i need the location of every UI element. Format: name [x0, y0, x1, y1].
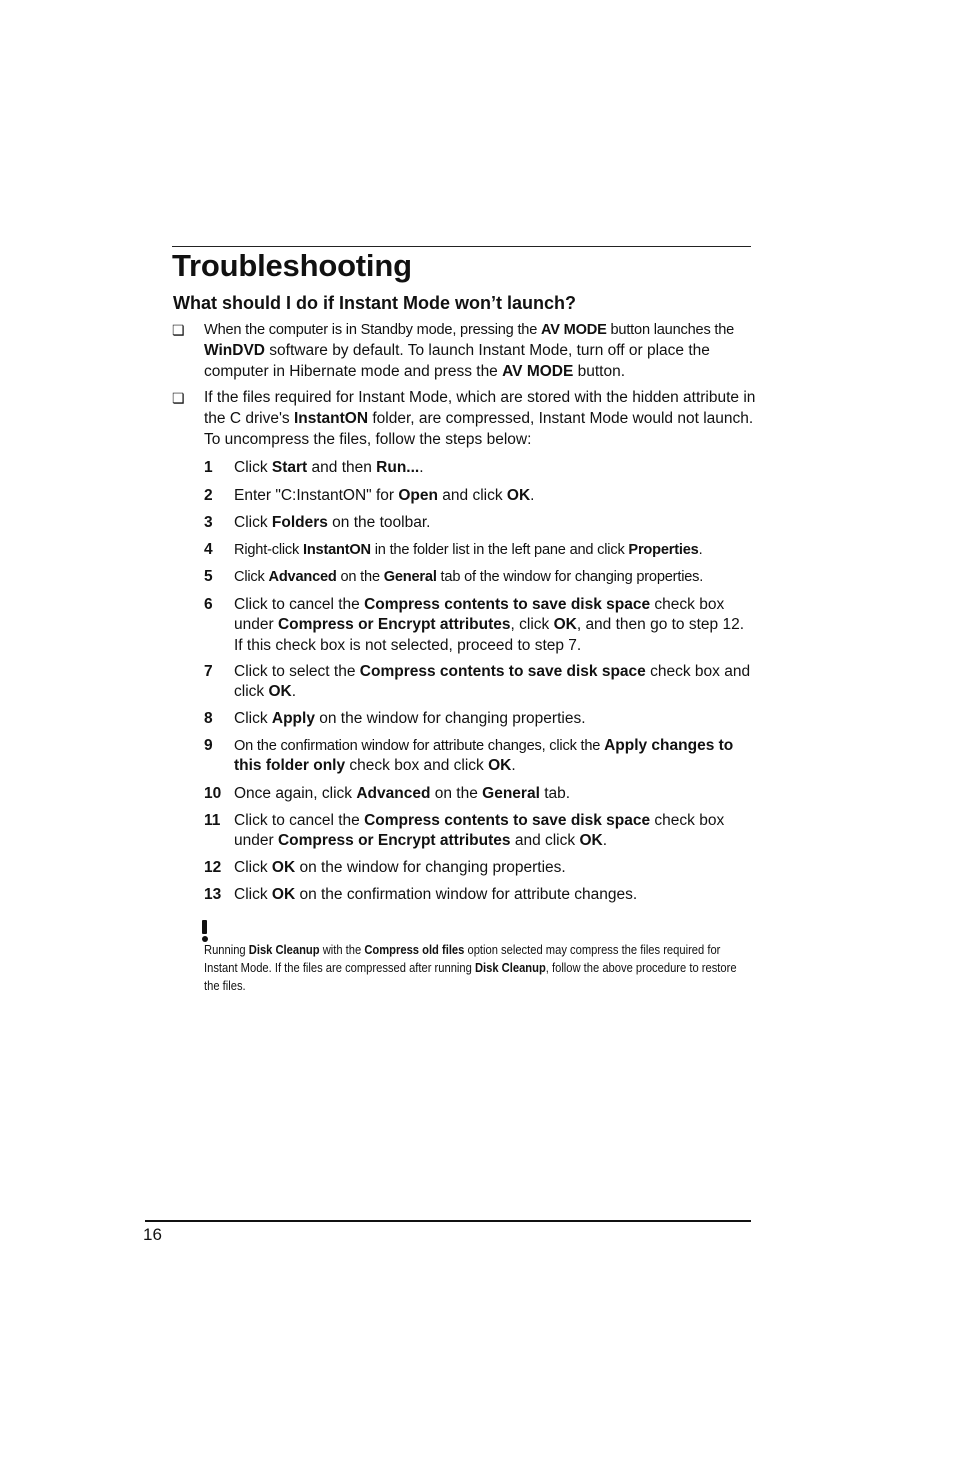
step-item [204, 784, 756, 804]
step-number: 9 [204, 737, 213, 754]
page-title: Troubleshooting [172, 248, 412, 283]
bullet-paragraph: If the files required for Instant Mode, which are stored with the hidden attribute in the C drive's InstantON folder, are compressed, Instant Mode would not launch. To uncompress the files, follow the steps below: [204, 389, 756, 448]
bullet-paragraph: When the computer is in Standby mode, pressing the AV MODE button launches the WinDVD software by default. To launch Instant Mode, turn off or place the computer in Hibernate mode and press the AV MODE button. [204, 322, 735, 380]
step-text: Enter "C:InstantON" for Open and click OK. [234, 487, 535, 504]
step-item [204, 858, 756, 878]
step-number: 8 [204, 710, 213, 727]
step-text: Click to cancel the Compress contents to save disk space check box under Compress or Encrypt attributes, click OK, and then go to step 12. If this check box is not selected, proceed to step 7. [234, 596, 745, 654]
step-item [204, 540, 756, 560]
caution-note: Running Disk Cleanup with the Compress old files option selected may compress the files required for Instant Mode. If the files are compressed after running Disk Cleanup, follow the above procedure to restore the files. [204, 942, 737, 993]
step-item [204, 736, 756, 777]
page-number: 16 [143, 1225, 162, 1244]
step-item [204, 513, 756, 533]
step-item [204, 486, 756, 506]
top-rule [172, 246, 751, 247]
section-heading: What should I do if Instant Mode won’t launch? [173, 293, 576, 313]
step-text: Click OK on the confirmation window for attribute changes. [234, 886, 638, 903]
step-number: 3 [204, 514, 213, 531]
step-item [204, 811, 756, 852]
footer-rule [145, 1220, 751, 1222]
step-number: 4 [204, 541, 213, 558]
step-text: Click to cancel the Compress contents to save disk space check box under Compress or Encrypt attributes and click OK. [234, 812, 725, 850]
step-number: 1 [204, 459, 213, 476]
step-number: 7 [204, 663, 213, 680]
step-number: 6 [204, 596, 213, 613]
step-number: 10 [204, 785, 222, 802]
step-number: 2 [204, 487, 213, 504]
step-text: Click Start and then Run.... [234, 459, 424, 476]
step-text: Right-click InstantON in the folder list in the left pane and click Properties. [234, 542, 703, 558]
step-text: Once again, click Advanced on the General tab. [234, 785, 571, 802]
step-text: Click to select the Compress contents to save disk space check box and click OK. [234, 663, 751, 701]
step-item [204, 595, 756, 656]
step-number: 12 [204, 859, 222, 876]
step-text: Click Apply on the window for changing properties. [234, 710, 586, 727]
step-number: 13 [204, 886, 222, 903]
step-text: Click Folders on the toolbar. [234, 514, 431, 531]
step-item [204, 567, 756, 587]
step-text: Click Advanced on the General tab of the window for changing properties. [234, 569, 704, 585]
step-item [204, 662, 756, 703]
bullet-icon: ❏ [172, 390, 185, 406]
step-item [204, 458, 756, 478]
bullet-icon: ❏ [172, 322, 185, 338]
step-number: 5 [204, 568, 213, 585]
step-text: Click OK on the window for changing properties. [234, 859, 566, 876]
exclamation-icon [202, 920, 208, 942]
step-item [204, 709, 756, 729]
step-item [204, 885, 756, 905]
step-number: 11 [204, 812, 221, 829]
step-text: On the confirmation window for attribute changes, click the Apply changes to this folder only check box and click OK. [234, 737, 734, 775]
